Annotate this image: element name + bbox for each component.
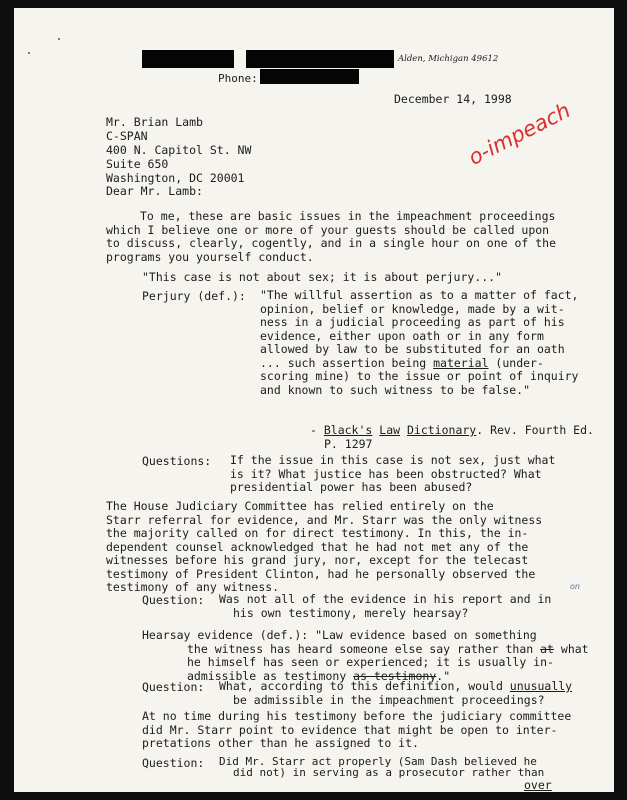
intro-line: programs you yourself conduct. (106, 249, 314, 264)
hearsay-line: he himself has seen or experienced; it is usually in- (187, 655, 554, 669)
hearsay-line: "Law evidence based on something (315, 628, 537, 642)
citation-edition: . Rev. Fourth Ed. (476, 423, 594, 437)
struck-phrase: as testimony (353, 668, 437, 683)
recipient-line: Washington, DC 20001 (106, 171, 245, 185)
perjury-definition (260, 289, 579, 397)
question-line: did not) in serving as a prosecutor rather than (233, 766, 545, 779)
perjury-citation (310, 424, 594, 451)
letter-date: December 14, 1998 (394, 92, 512, 106)
intro-paragraph (106, 210, 556, 264)
committee-paragraph (106, 500, 542, 595)
question-text (219, 593, 551, 620)
perjury-line: ness in a judicial proceeding as part of his (260, 315, 565, 329)
question-line: What, according to this definition, would (219, 679, 510, 693)
redaction-name (142, 50, 234, 68)
intro-line: which I believe one or more of your guests should be called upon (106, 222, 550, 237)
sex-perjury-quote: "This case is not about sex; it is about perjury..." (142, 270, 503, 284)
redaction-address (246, 50, 394, 68)
struck-word: at (540, 641, 554, 656)
question-line: be admissible in the impeachment proceedings? (233, 692, 545, 707)
question-line: presidential power has been abused? (230, 480, 473, 494)
hearsay-line (142, 643, 589, 657)
question-line: Did Mr. Starr act properly (Sam Dash believed he (219, 755, 537, 768)
perjury-line: and known to such witness to be false." (260, 382, 531, 397)
intro-line: To me, these are basic issues in the impeachment proceedings (140, 209, 556, 223)
paragraph-line: testimony of any witness. (106, 580, 280, 594)
question-text (219, 680, 572, 707)
paragraph-line: The House Judiciary Committee has relied entirely on the (106, 499, 494, 513)
paragraph-line: Starr referral for evidence, and Mr. Starr was the only witness (106, 512, 543, 527)
perjury-line: opinion, belief or knowledge, made by a wit- (260, 301, 565, 316)
recipient-address (106, 115, 251, 185)
question-text (219, 756, 544, 778)
paragraph-line: the majority called on for direct testimony. In this, the in- (106, 526, 529, 540)
perjury-line: scoring mine) to the issue or point of inquiry (260, 369, 579, 383)
recipient-line: Mr. Brian Lamb (106, 115, 203, 129)
recipient-line: Suite 650 (106, 157, 169, 171)
recipient-line: 400 N. Capitol St. NW (106, 143, 252, 157)
letter-page (14, 8, 614, 792)
paragraph-line: did Mr. Starr point to evidence that might be open to inter- (142, 722, 558, 737)
letterhead-location: Alden, Michigan 49612 (398, 54, 499, 64)
perjury-line (260, 357, 579, 371)
citation-book-word: Black's (323, 423, 373, 437)
paragraph-line: witnesses before his grand jury, nor, except for the telecast (106, 553, 529, 567)
perjury-label: Perjury (def.): (142, 289, 246, 303)
question-line: his own testimony, merely hearsay? (233, 605, 469, 620)
question-line: If the issue in this case is not sex, just what (230, 453, 556, 467)
question-line: Was not all of the evidence in his report and in (219, 592, 552, 606)
letterhead-phone-label: Phone: (218, 72, 258, 85)
hearsay-text: the witness has heard someone else say rather than (187, 641, 541, 656)
paragraph-line: pretations other than he assigned to it. (142, 736, 419, 750)
question-label: Question: (142, 756, 205, 770)
intro-line: to discuss, clearly, cogently, and in a single hour on one of the (106, 236, 557, 250)
hearsay-text: ." (436, 668, 451, 683)
paragraph-line: dependent counsel acknowledged that he had not met any of the (106, 539, 529, 554)
recipient-line: C-SPAN (106, 129, 148, 143)
question-line: is it? What justice has been obstructed? What (230, 466, 542, 481)
question-label: Question: (142, 680, 205, 694)
paper-mark (28, 52, 30, 54)
citation-page: P. 1297 (324, 436, 373, 451)
citation-book-word: Dictionary (406, 423, 477, 437)
citation-dash: - (310, 423, 324, 437)
questions-text (230, 454, 555, 495)
handwritten-annotation: o-impeach (464, 98, 575, 170)
hearsay-label: Hearsay evidence (def.): (142, 628, 309, 642)
perjury-text: ... such assertion being (260, 355, 427, 370)
paper-mark (58, 38, 60, 40)
paragraph-line: testimony of President Clinton, had he personally observed the (106, 566, 536, 581)
perjury-line: "The willful assertion as to a matter of fact, (260, 288, 579, 302)
hearsay-text: admissible as testimony (187, 668, 354, 683)
handwritten-insertion: on (570, 582, 580, 591)
material-underlined: material (433, 355, 489, 370)
hearsay-text: what (553, 641, 589, 656)
hearsay-definition (142, 629, 589, 683)
perjury-line: allowed by law to be substituted for an oath (260, 342, 565, 356)
salutation: Dear Mr. Lamb: (106, 184, 203, 198)
redaction-phone (260, 69, 359, 84)
questions-label: Questions: (142, 454, 212, 468)
perjury-line: evidence, either upon oath or in any form (260, 328, 544, 343)
starr-paragraph (142, 710, 571, 751)
over-footer: over (524, 778, 552, 792)
question-label: Question: (142, 593, 205, 607)
perjury-text: (under- (488, 355, 544, 370)
paragraph-line: At no time during his testimony before the judiciary committee (142, 709, 572, 723)
unusually-underlined: unusually (509, 679, 573, 693)
citation-book-word: Law (379, 423, 401, 437)
